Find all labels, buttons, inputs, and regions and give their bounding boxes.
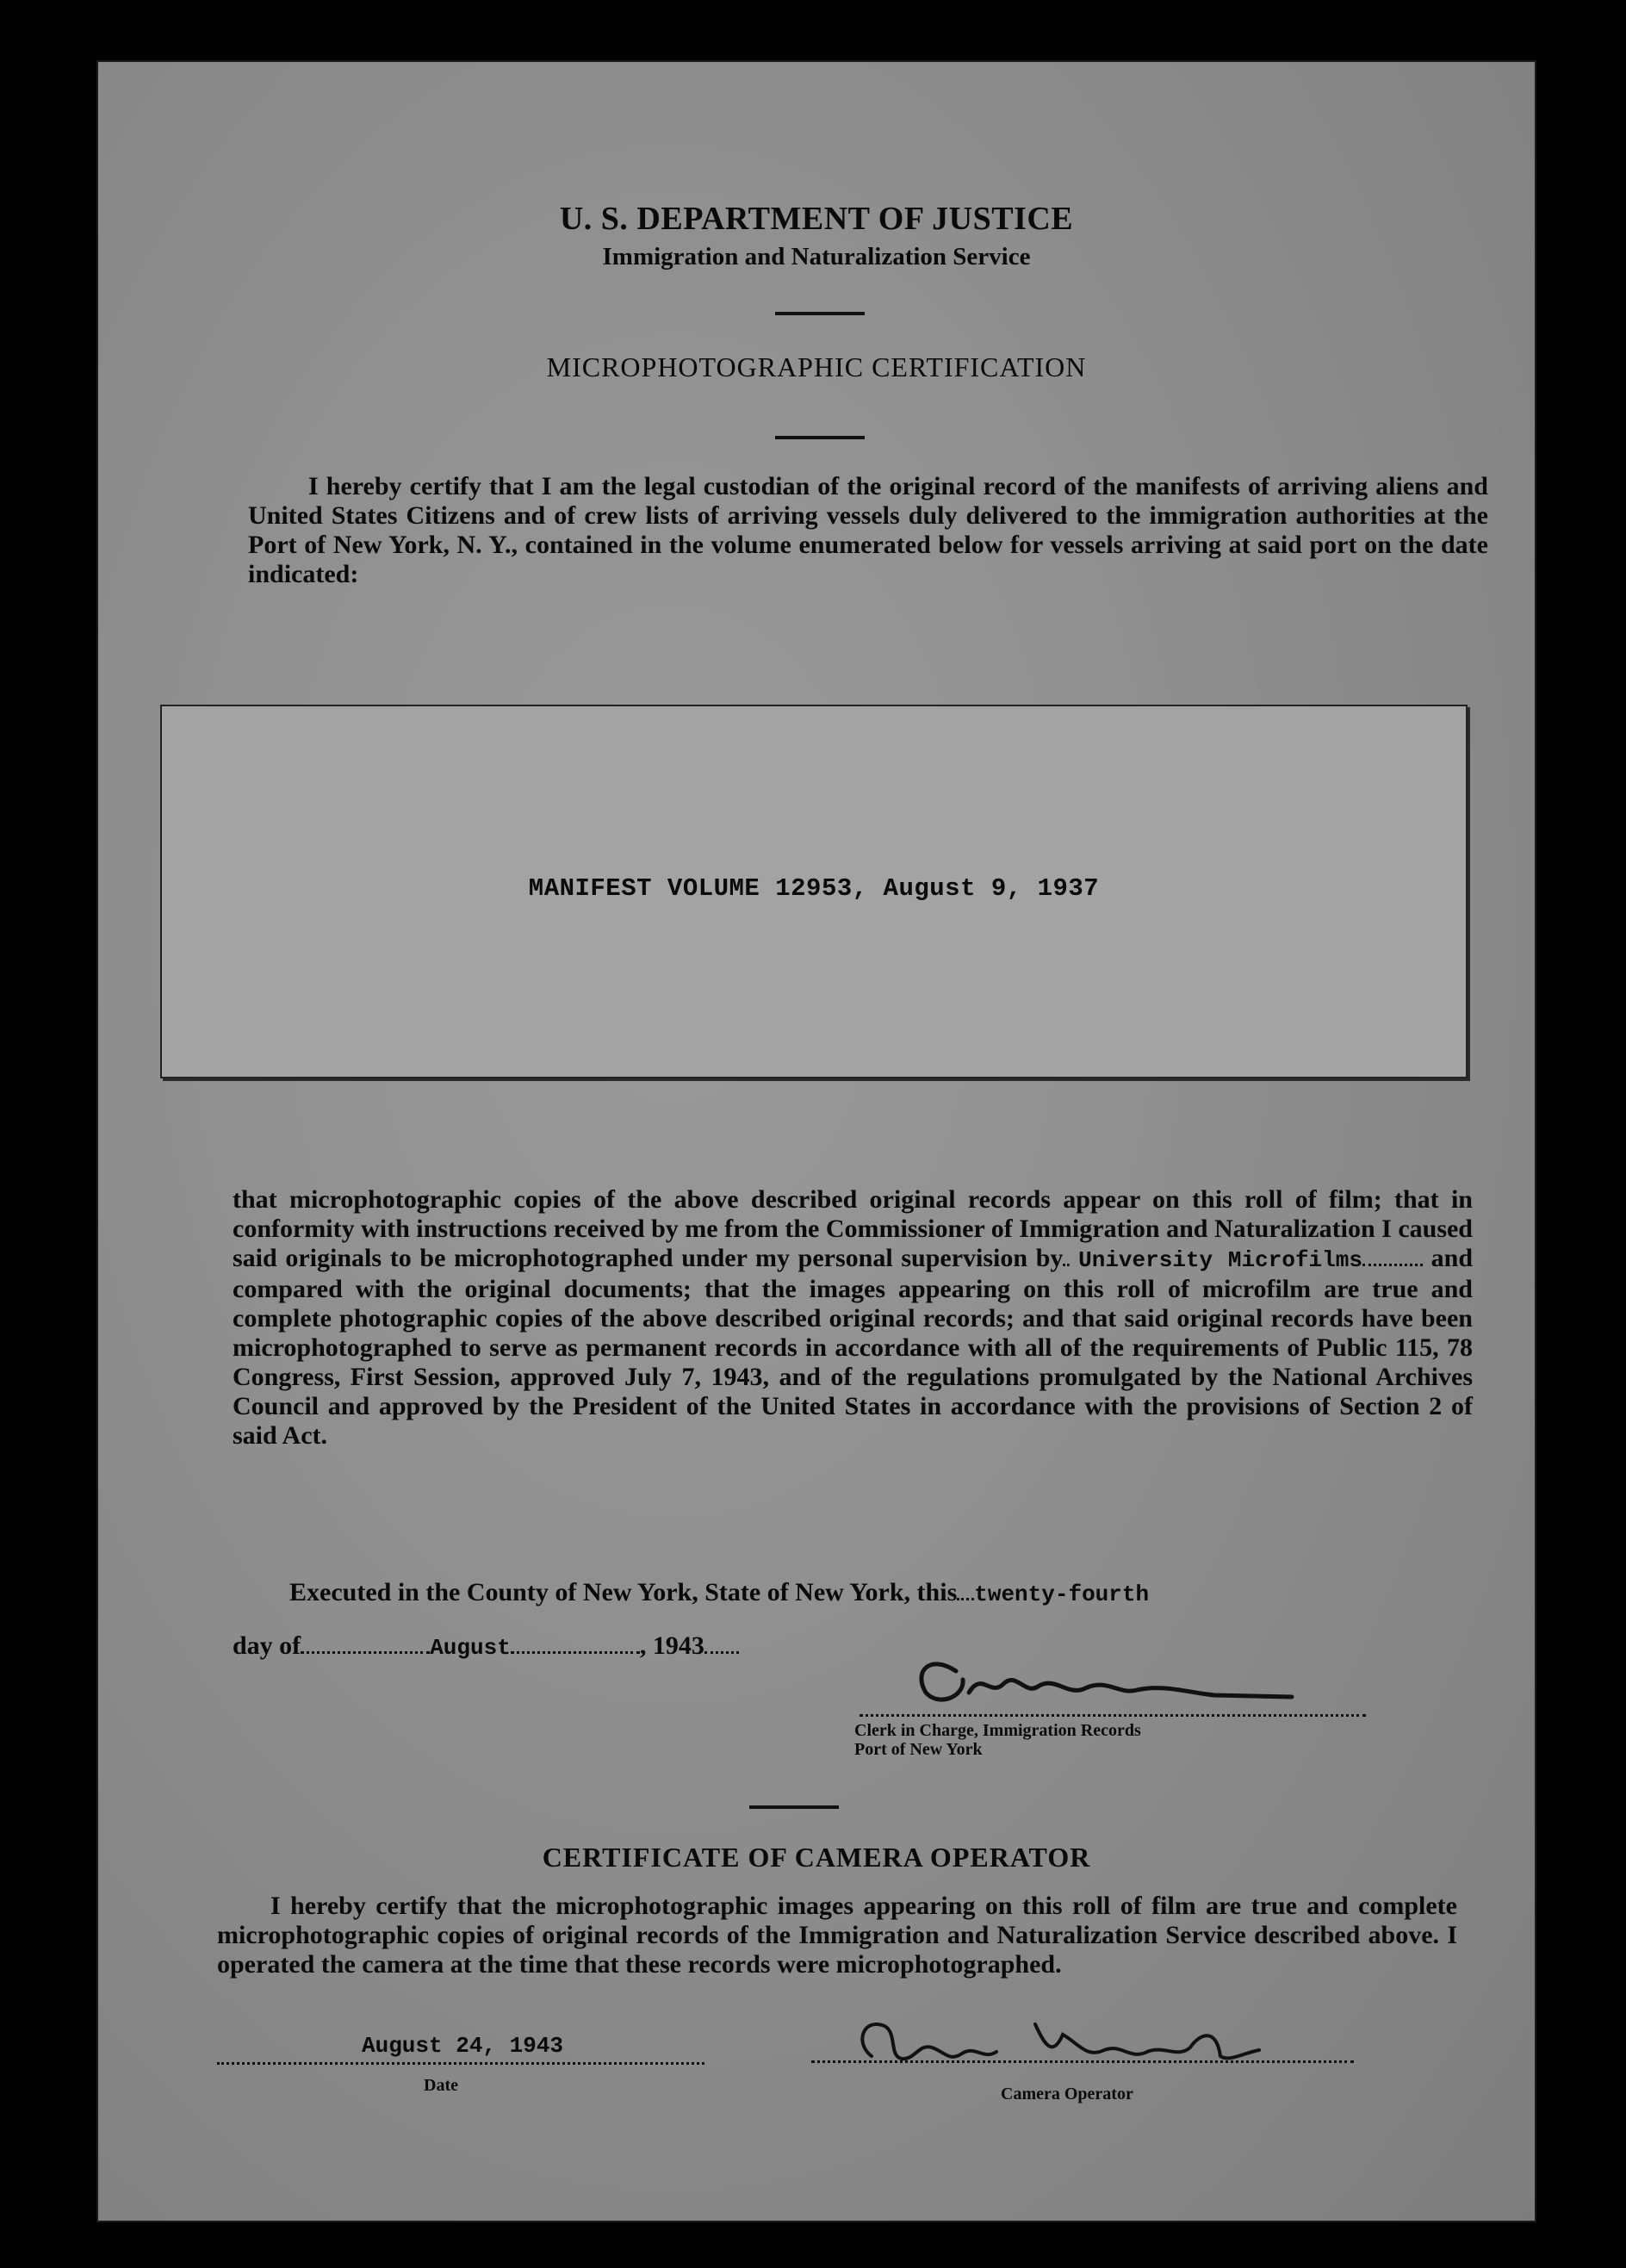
execution-line: [289, 1578, 1149, 1607]
body-text-part1: that microphotographic copies of the above described original records appear on this roll of film; that in conformity with instructions received by me from the Commissioner of Immigration and Naturalization I caused said originals to be microphotographed under my personal supervision by: [233, 1185, 1473, 1272]
clerk-caption-line2: Port of New York: [854, 1740, 983, 1759]
divider: [775, 312, 865, 315]
operator-signature-line: [811, 2060, 1354, 2063]
manifest-volume-entry: MANIFEST VOLUME 12953, August 9, 1937: [528, 874, 1100, 903]
body-text-part2: and compared with the original documents; that the images appearing on this roll of microfilm are true and complete photographic copies of the above described original records; and that said original records have been microphotographed to serve as permanent records in accordance with all of the requirements of Public 115, 78 Congress, First Session, approved July 7, 1943, and of the regulations promulgated by the National Archives Council and approved by the President of the United States in accordance with the provisions of Section 2 of said Act.: [233, 1244, 1474, 1450]
certificate-title: MICROPHOTOGRAPHIC CERTIFICATION: [546, 351, 1087, 382]
camera-operator-paragraph: I hereby certify that the microphotographic images appearing on this roll of film are true and complete microphotographic copies of original records of the Immigration and Naturalization Service described above. I operated the camera at the time that these records were microphotographed.: [217, 1892, 1457, 1979]
intro-paragraph: I hereby certify that I am the legal custodian of the original record of the manifests of arriving aliens and United States Citizens and of crew lists of arriving vessels duly delivered to the immigration authorities at the Port of New York, N. Y., contained in the volume enumerated below for vessels arriving at said port on the date indicated:: [248, 472, 1488, 588]
day-of-label: day of: [233, 1631, 301, 1660]
supervisor-name: University Microfilms: [1078, 1247, 1362, 1273]
execution-day: twenty-fourth: [974, 1581, 1150, 1607]
divider: [775, 436, 865, 439]
divider: [749, 1805, 839, 1809]
body-paragraph: [233, 1185, 1473, 1451]
execution-prefix: Executed in the County of New York, State of New York, this: [289, 1578, 958, 1606]
certificate-sheet: [96, 60, 1536, 2222]
execution-month: August: [430, 1635, 511, 1661]
clerk-signature-scribble: [861, 1645, 1378, 1714]
operator-label: Camera Operator: [1001, 2085, 1133, 2103]
department-heading: U. S. DEPARTMENT OF JUSTICE: [559, 201, 1074, 237]
execution-year: , 1943: [639, 1631, 704, 1660]
day-of-line: [233, 1631, 739, 1661]
date-label: Date: [424, 2076, 458, 2095]
volume-box: [160, 705, 1468, 1078]
camera-operator-title: CERTIFICATE OF CAMERA OPERATOR: [542, 1842, 1091, 1873]
clerk-caption-line1: Clerk in Charge, Immigration Records: [854, 1721, 1141, 1740]
clerk-signature-line: [860, 1714, 1366, 1717]
clerk-caption: [854, 1721, 1141, 1759]
date-value: August 24, 1943: [362, 2033, 564, 2059]
date-field: [217, 2028, 704, 2065]
clerk-signature-image: [861, 1645, 1378, 1714]
service-subheading: Immigration and Naturalization Service: [602, 243, 1031, 270]
